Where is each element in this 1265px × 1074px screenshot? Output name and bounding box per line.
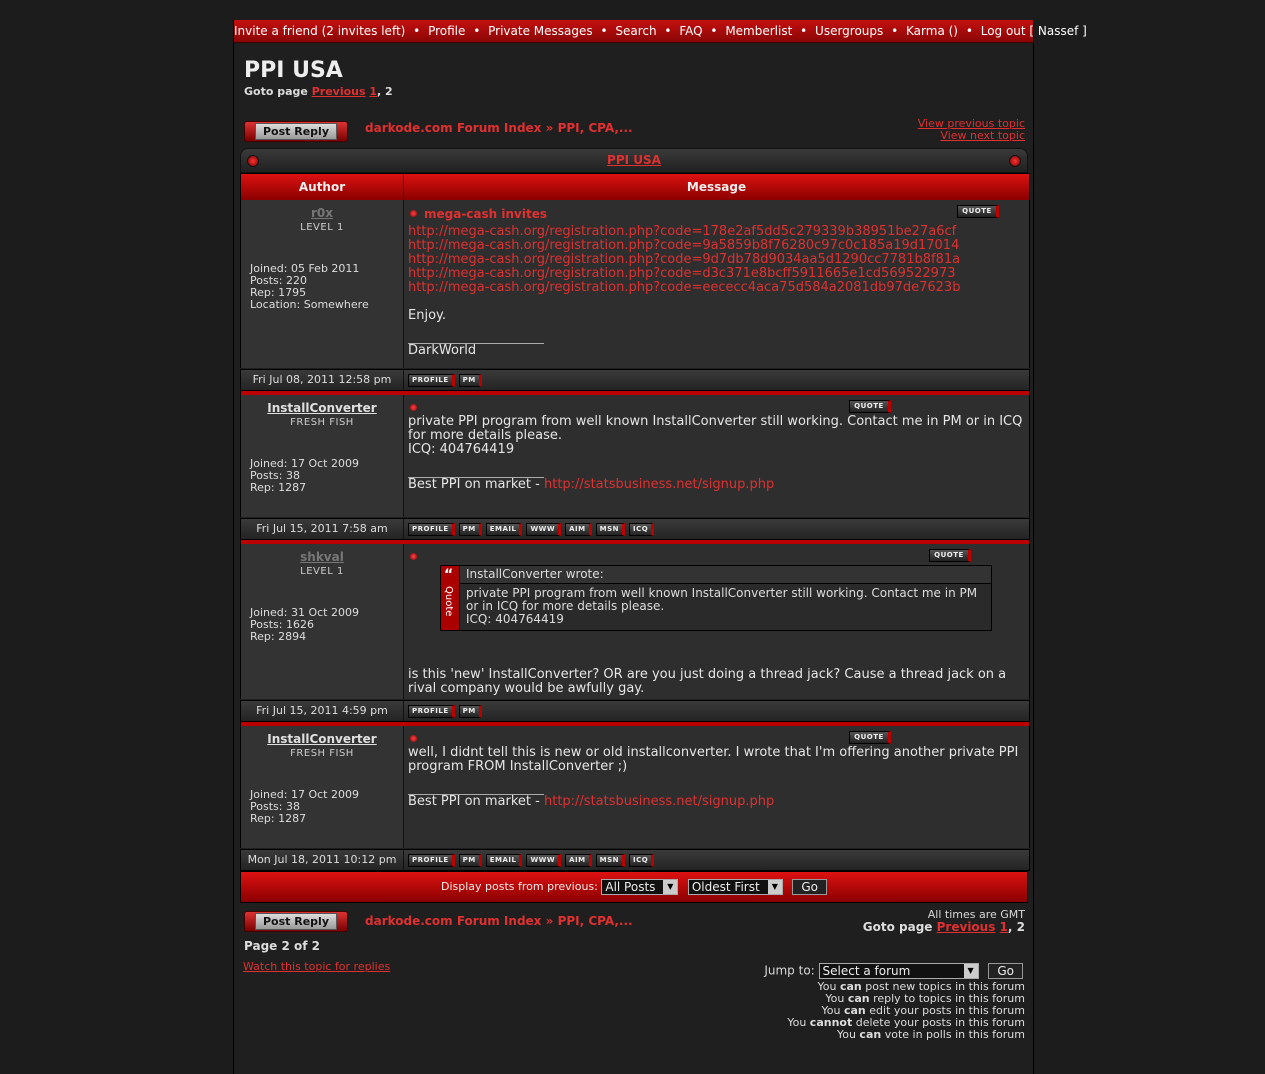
post-footer [240, 849, 1030, 871]
post-body [408, 415, 1025, 492]
post-icon [410, 404, 417, 411]
post-footer [240, 369, 1030, 391]
forum-permissions [787, 981, 1025, 1041]
crumb-forum-link[interactable]: PPI, CPA,... [557, 914, 633, 928]
nav-profile[interactable]: Profile [428, 24, 466, 38]
invite-link[interactable]: http://mega-cash.org/registration.php?code=eececc4aca75d584a2081db97de7623b [408, 280, 961, 295]
post-reply-label: Post Reply [255, 913, 337, 930]
column-author-header: Author [241, 174, 404, 200]
author-location: Location: Somewhere [250, 298, 369, 311]
post-body [408, 225, 1025, 358]
author-name[interactable]: shkval [300, 550, 344, 564]
icq-button[interactable]: ICQ [629, 523, 654, 536]
post-reply-label: Post Reply [255, 123, 337, 140]
permission-line: You can vote in polls in this forum [836, 1028, 1025, 1041]
display-options-bar [240, 871, 1028, 903]
invite-link[interactable]: http://mega-cash.org/registration.php?code=9d7db78d9034aa5d1290cc7781b8f81a [408, 252, 961, 267]
goto-page-1-link[interactable]: 1 [369, 85, 378, 98]
crumb-index-link[interactable]: darkode.com Forum Index [365, 914, 542, 928]
signature: DarkWorld [408, 343, 477, 358]
post-message-cell [404, 395, 1029, 517]
crumb-forum-link[interactable]: PPI, CPA,... [557, 121, 633, 135]
sort-order-select[interactable] [688, 879, 783, 895]
author-rep: Rep: 2894 [250, 630, 307, 643]
author-stats [250, 789, 359, 825]
page-title: PPI USA [244, 58, 343, 83]
nav-search[interactable]: Search [615, 24, 657, 38]
aim-button[interactable]: AIM [565, 854, 592, 867]
post-author-cell [241, 726, 404, 848]
quote-icq: ICQ: 404764419 [466, 612, 564, 626]
post-text: is this 'new' InstallConverter? OR are you just doing a thread jack? Cause a thread jack on a rival company would be awfully gay. [408, 667, 1007, 696]
profile-button[interactable]: PROFILE [408, 705, 455, 718]
chevron-down-icon: ▼ [768, 880, 782, 894]
email-button[interactable]: EMAIL [486, 854, 523, 867]
nav-sep: • [413, 24, 421, 38]
posts-range-select[interactable] [601, 879, 678, 895]
quote-button[interactable]: QUOTE [849, 400, 891, 413]
quote-block [440, 565, 992, 631]
jump-go-button[interactable]: Go [988, 963, 1023, 979]
nav-memberlist[interactable]: Memberlist [725, 24, 793, 38]
post-message-cell [404, 544, 1029, 699]
post-icon [410, 210, 417, 217]
quote-mark-icon: “ [444, 567, 454, 583]
author-name[interactable]: InstallConverter [267, 401, 377, 415]
view-next-topic-link[interactable]: View next topic [940, 129, 1025, 142]
permission-line: You cannot delete your posts in this forum [787, 1016, 1025, 1029]
profile-button[interactable]: PROFILE [408, 523, 455, 536]
post-icon [410, 735, 417, 742]
watch-topic-link[interactable]: Watch this topic for replies [243, 960, 391, 973]
column-message-header: Message [686, 180, 747, 194]
permission-line: You can edit your posts in this forum [821, 1004, 1025, 1017]
nav-invite[interactable]: Invite a friend (2 invites left) [234, 24, 406, 38]
post-4 [240, 726, 1030, 848]
nav-private-messages[interactable]: Private Messages [488, 24, 593, 38]
pm-button[interactable]: PM [459, 705, 482, 718]
page-of-indicator: Page 2 of 2 [244, 939, 320, 953]
post-2 [240, 395, 1030, 517]
goto-previous-link[interactable]: Previous [311, 85, 366, 98]
goto-page-bottom [863, 921, 1025, 933]
post-message-cell [404, 200, 1029, 368]
author-joined: Joined: 17 Oct 2009 [250, 457, 359, 470]
post-reply-button-top[interactable] [244, 121, 348, 142]
author-rep: Rep: 1287 [250, 812, 307, 825]
post-reply-button-bottom[interactable] [244, 911, 348, 932]
author-posts: Posts: 220 [250, 274, 307, 287]
quote-sidebar [441, 566, 460, 630]
bullet-icon [1009, 155, 1021, 167]
view-previous-topic-link[interactable]: View previous topic [917, 117, 1025, 130]
nav-sep: • [891, 24, 899, 38]
quote-text: private PPI program from well known InstallConverter still working. Contact me in PM or in ICQ for more details please. [466, 586, 978, 613]
nav-sep: • [710, 24, 718, 38]
nav-usergroups[interactable]: Usergroups [815, 24, 884, 38]
invite-link[interactable]: http://mega-cash.org/registration.php?code=d3c371e8bcff5911665e1cd569522973 [408, 266, 956, 281]
display-go-button[interactable]: Go [792, 879, 827, 895]
permission-line: You can post new topics in this forum [817, 980, 1025, 993]
author-name[interactable]: r0x [310, 206, 333, 220]
author-name[interactable]: InstallConverter [267, 732, 377, 746]
author-posts: Posts: 1626 [250, 618, 314, 631]
post-body [408, 746, 1025, 809]
timezone-info [863, 909, 1025, 933]
author-joined: Joined: 17 Oct 2009 [250, 788, 359, 801]
author-rank: FRESH FISH [290, 417, 354, 428]
post-author-cell [241, 200, 404, 368]
goto-label: Goto page [244, 85, 308, 98]
profile-button[interactable]: PROFILE [408, 374, 455, 387]
author-rank: FRESH FISH [290, 748, 354, 759]
post-3 [240, 544, 1030, 699]
goto-current: , 2 [1007, 920, 1025, 934]
jump-to-forum [764, 963, 1023, 979]
post-footer [240, 518, 1030, 540]
author-stats [250, 607, 359, 643]
www-button[interactable]: WWW [526, 854, 561, 867]
email-button[interactable]: EMAIL [486, 523, 523, 536]
msn-button[interactable]: MSN [596, 523, 625, 536]
author-rep: Rep: 1795 [250, 286, 307, 299]
pm-button[interactable]: PM [459, 854, 482, 867]
breadcrumb-bottom [365, 914, 633, 928]
nav-sep: • [965, 24, 973, 38]
post-date: Mon Jul 18, 2011 10:12 pm [241, 850, 404, 870]
posts-range-value: All Posts [605, 880, 656, 894]
author-rep: Rep: 1287 [250, 481, 307, 494]
icq-button[interactable]: ICQ [629, 854, 654, 867]
nav-faq[interactable]: FAQ [679, 24, 703, 38]
post-text: well, I didnt tell this is new or old installconverter. I wrote that I'm offering another private PPI program FROM InstallConverter ;) [408, 745, 1019, 774]
timezone-text: All times are GMT [927, 908, 1025, 921]
post-subject: mega-cash invites [424, 207, 547, 221]
goto-page-1-link[interactable]: 1 [999, 920, 1008, 934]
sort-order-value: Oldest First [691, 880, 760, 894]
post-date: Fri Jul 15, 2011 7:58 am [241, 519, 404, 539]
quote-button[interactable]: QUOTE [849, 731, 891, 744]
jump-forum-select[interactable] [819, 963, 979, 979]
pm-button[interactable]: PM [459, 374, 482, 387]
author-posts: Posts: 38 [250, 800, 300, 813]
goto-page-top [244, 85, 393, 98]
post-date: Fri Jul 08, 2011 12:58 pm [241, 370, 404, 390]
top-nav [234, 20, 1087, 43]
pm-button[interactable]: PM [459, 523, 482, 536]
table-header [240, 173, 1030, 201]
author-joined: Joined: 05 Feb 2011 [250, 262, 360, 275]
post-date: Fri Jul 15, 2011 4:59 pm [241, 701, 404, 721]
goto-label: Goto page [862, 920, 933, 934]
invite-link[interactable]: http://mega-cash.org/registration.php?code=178e2af5dd5c279339b38951be27a6cf [408, 224, 957, 239]
post-author-cell [241, 395, 404, 517]
topic-title-link[interactable]: PPI USA [607, 153, 661, 167]
author-posts: Posts: 38 [250, 469, 300, 482]
author-joined: Joined: 31 Oct 2009 [250, 606, 359, 619]
jump-label: Jump to: [764, 963, 815, 978]
nav-logout[interactable]: Log out [ Nassef ] [980, 24, 1087, 38]
crumb-separator: » [545, 121, 554, 135]
invite-link[interactable]: http://mega-cash.org/registration.php?code=9a5859b8f76280c97c0c185a19d17014 [408, 238, 960, 253]
nav-sep: • [800, 24, 808, 38]
permission-line: You can reply to topics in this forum [825, 992, 1025, 1005]
topic-nav-links [918, 118, 1025, 142]
chevron-down-icon: ▼ [964, 964, 978, 978]
author-rank: LEVEL 1 [300, 566, 344, 577]
author-rank: LEVEL 1 [300, 222, 344, 233]
aim-button[interactable]: AIM [565, 523, 592, 536]
post-footer [240, 700, 1030, 722]
msn-button[interactable]: MSN [596, 854, 625, 867]
post-icon [410, 553, 417, 560]
quote-body [466, 587, 987, 626]
quote-button[interactable]: QUOTE [957, 205, 999, 218]
watch-topic [243, 960, 390, 973]
signature-link[interactable]: http://statsbusiness.net/signup.php [543, 477, 775, 492]
crumb-separator: » [545, 914, 554, 928]
quote-button[interactable]: QUOTE [929, 549, 971, 562]
signature-link[interactable]: http://statsbusiness.net/signup.php [543, 794, 775, 809]
nav-sep: • [473, 24, 481, 38]
author-stats [250, 263, 369, 311]
breadcrumb-top [365, 121, 633, 135]
chevron-down-icon: ▼ [663, 880, 677, 894]
display-label: Display posts from previous: [441, 880, 598, 893]
signature: Best PPI on market - [408, 477, 544, 492]
goto-current: , 2 [377, 85, 393, 98]
crumb-index-link[interactable]: darkode.com Forum Index [365, 121, 542, 135]
post-message-cell [404, 726, 1029, 848]
nav-sep: • [600, 24, 608, 38]
post-1 [240, 200, 1030, 368]
profile-button[interactable]: PROFILE [408, 854, 455, 867]
bullet-icon [247, 155, 259, 167]
topic-title-bar [240, 148, 1028, 173]
nav-karma[interactable]: Karma () [906, 24, 958, 38]
jump-forum-value: Select a forum [822, 964, 911, 978]
post-icq: ICQ: 404764419 [408, 442, 515, 457]
signature: Best PPI on market - [408, 794, 544, 809]
quote-label: Quote [443, 586, 454, 617]
post-text: Enjoy. [408, 308, 446, 323]
page-wrapper [233, 20, 1087, 1074]
quote-author: InstallConverter wrote: [460, 566, 991, 584]
www-button[interactable]: WWW [526, 523, 561, 536]
post-author-cell [241, 544, 404, 699]
goto-previous-link[interactable]: Previous [936, 920, 996, 934]
post-body [408, 668, 1025, 696]
nav-sep: • [664, 24, 672, 38]
post-text: private PPI program from well known InstallConverter still working. Contact me in PM or in ICQ for more details please. [408, 414, 1023, 443]
author-stats [250, 458, 359, 494]
